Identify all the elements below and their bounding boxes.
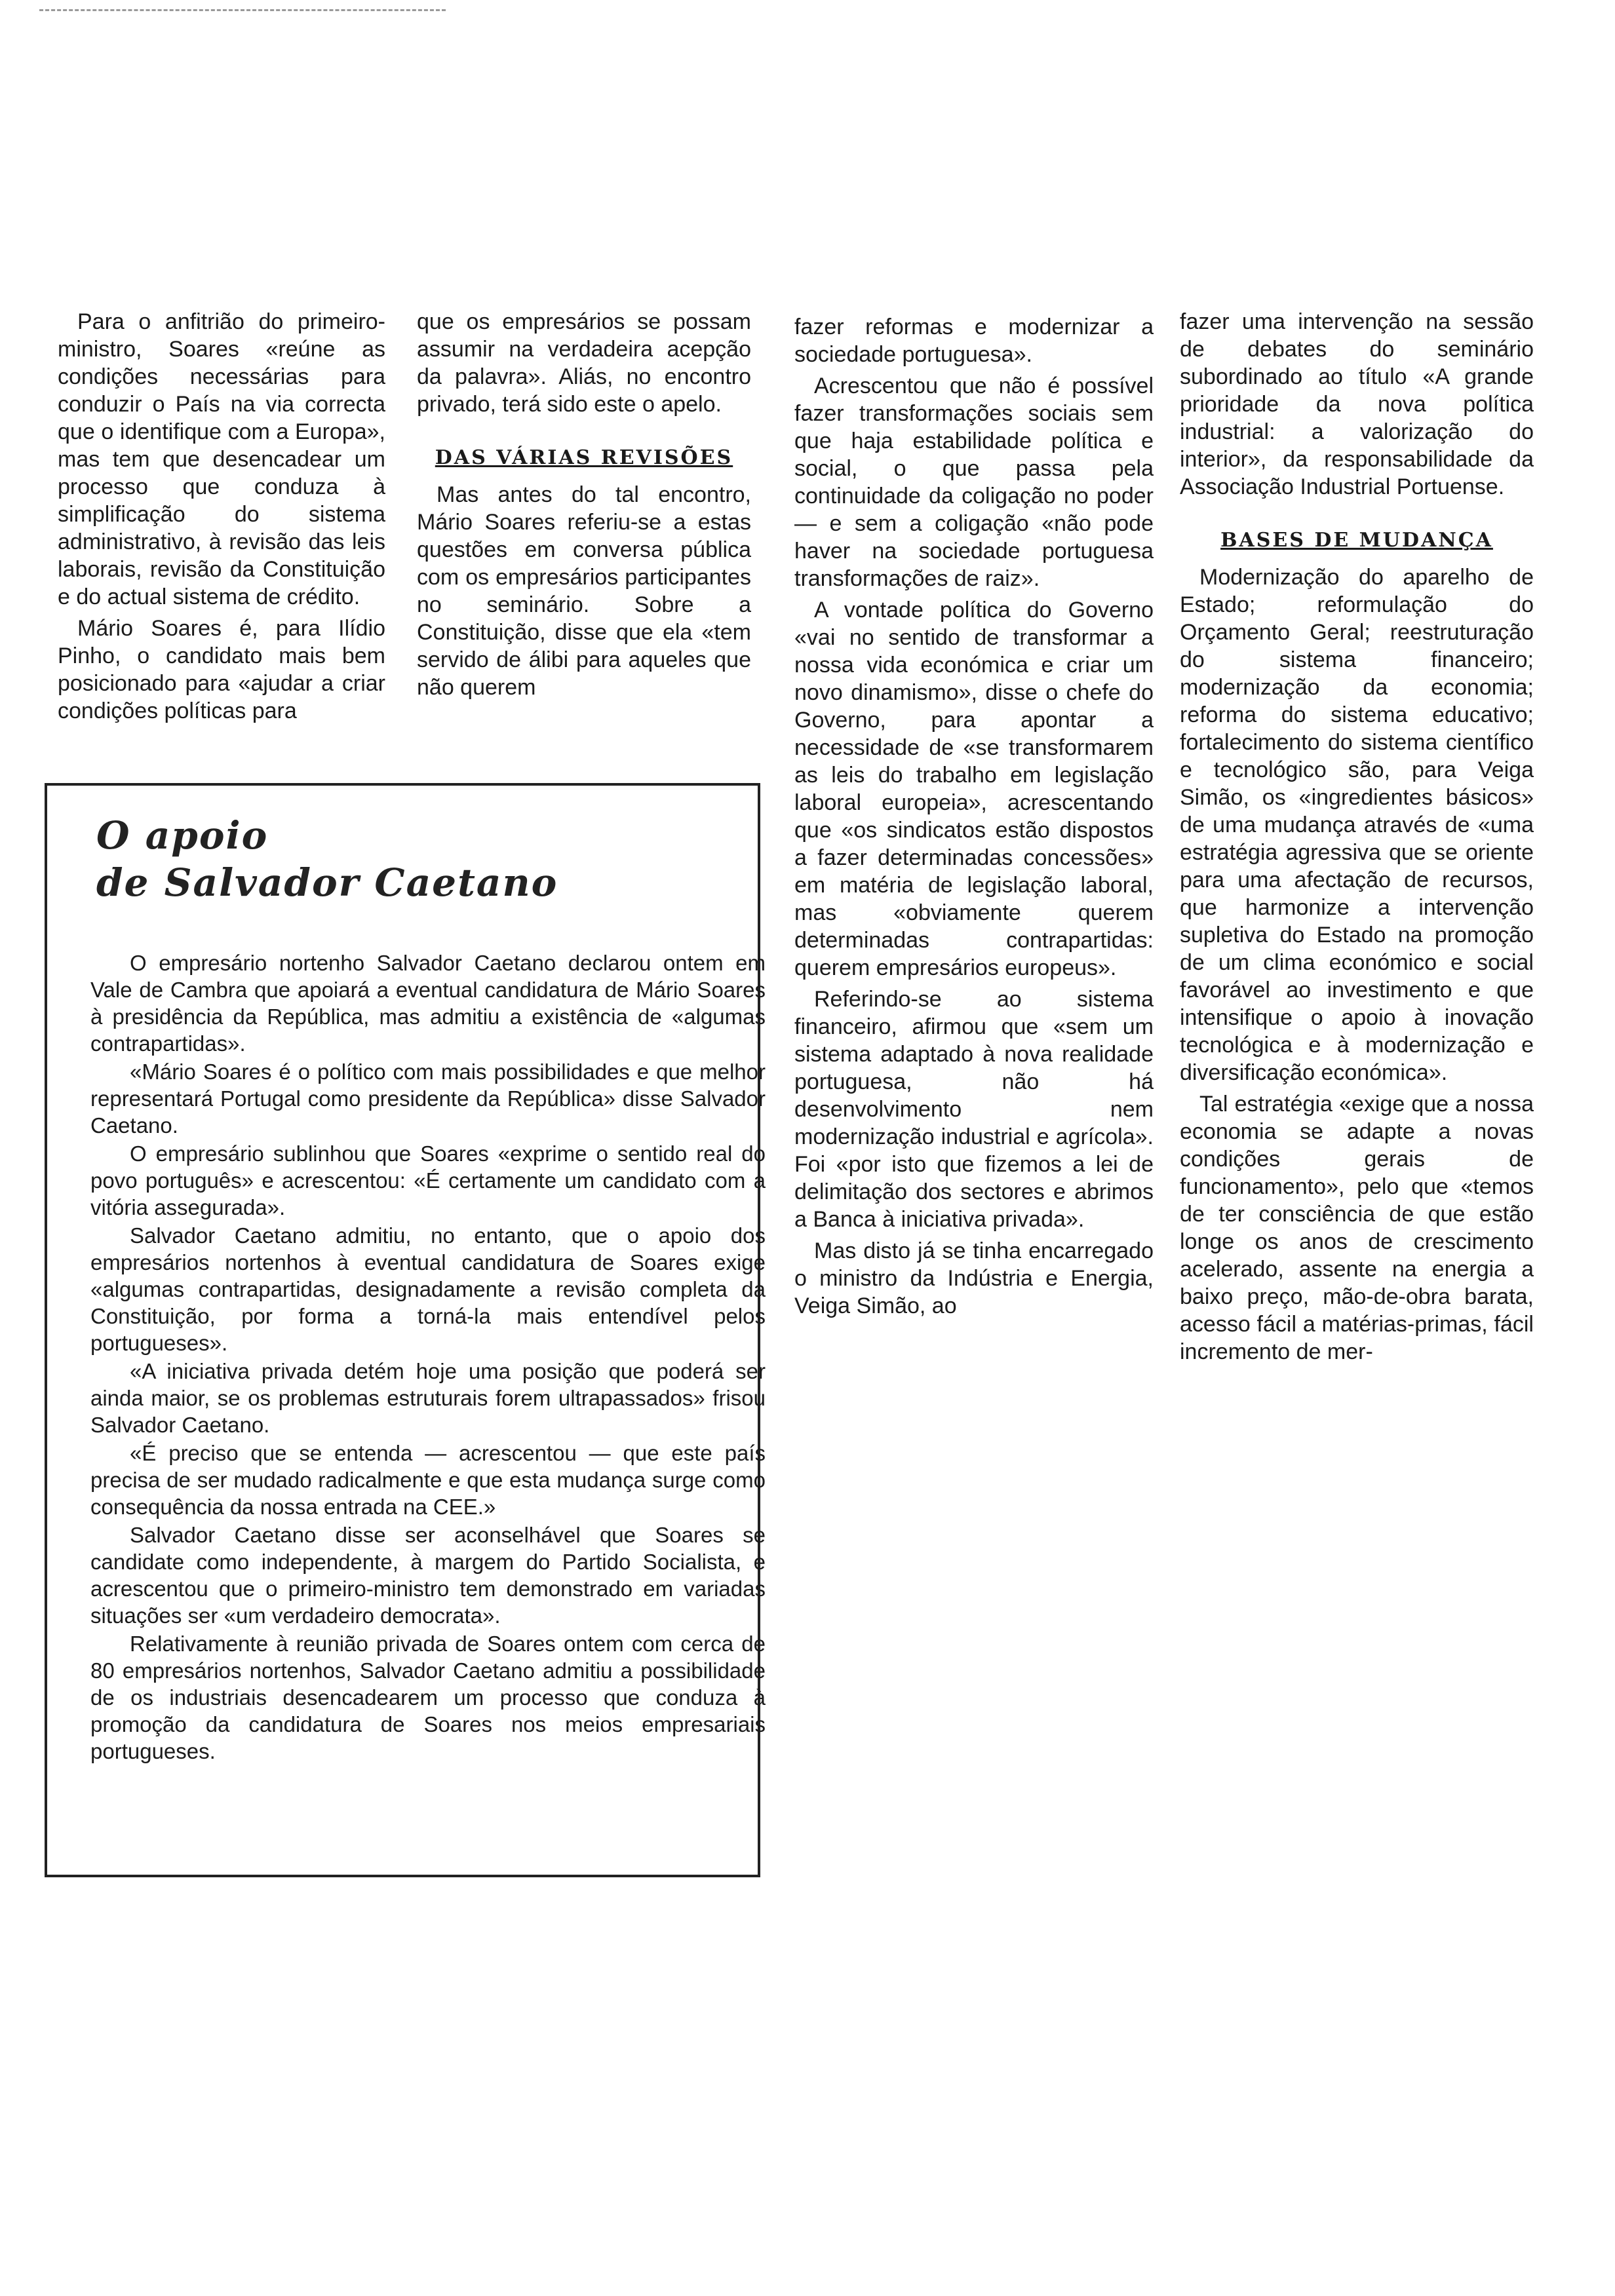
paragraph: fazer reformas e modernizar a sociedade portuguesa».	[794, 315, 1154, 367]
paragraph: Mas disto já se tinha encarregado o ministro da Indústria e Energia, Veiga Simão, ao	[794, 1238, 1154, 1318]
paragraph: Salvador Caetano disse ser aconselhável que Soares se candidate como independente, à margem do Partido Socialista, e acrescentou que o primeiro-ministro tem demonstrado em variadas situações ser «um verdadeiro democrata».	[90, 1523, 766, 1628]
sidebar-article-body	[90, 949, 766, 1766]
title-line: O apoio	[96, 813, 269, 858]
sidebar-article-title	[96, 812, 558, 906]
paragraph: Acrescentou que não é possível fazer transformações sociais sem que haja estabilidade política e social, o que passa pela continuidade da coligação no poder — e sem a coligação «não pode haver na sociedade portuguesa transformações de raiz».	[794, 373, 1154, 591]
paragraph: Para o anfitrião do primeiro-ministro, Soares «reúne as condições necessárias para conduzir o País na via correcta que o identifique com a Europa», mas tem que desencadear um processo que conduza à simplificação do sistema administrativo, à revisão das leis laborais, revisão da Constituição e do actual sistema de crédito.	[58, 309, 385, 609]
paragraph: «Mário Soares é o político com mais possibilidades e que melhor representará Portugal como presidente da República» disse Salvador Caetano.	[90, 1060, 766, 1138]
article-column-2	[417, 308, 751, 705]
paragraph: Referindo-se ao sistema financeiro, afirmou que «sem um sistema adaptado à nova realidade portuguesa, não há desenvolvimento nem modernização industrial e agrícola». Foi «por isto que fizemos a lei de delimitação dos sectores e abrimos a Banca à iniciativa privada».	[794, 987, 1154, 1232]
paragraph: «A iniciativa privada detém hoje uma posição que poderá ser ainda maior, se os problemas estruturais forem ultrapassados» frisou Salvador Caetano.	[90, 1359, 766, 1437]
scan-artifact-line	[39, 9, 446, 11]
paragraph: Tal estratégia «exige que a nossa economia se adapte a novas condições gerais de funcionamento», pelo que «temos de ter consciência de que estão longe os anos de crescimento acelerado, assente na energia a baixo preço, mão-de-obra barata, acesso fácil a matérias-primas, fácil incremento de mer-	[1180, 1092, 1534, 1364]
article-column-1	[58, 308, 385, 729]
paragraph: fazer uma intervenção na sessão de debates do seminário subordinado ao título «A grande prioridade da nova política industrial: a valorização do interior», da responsabilidade da Associação Industrial Portuense.	[1180, 309, 1534, 499]
subheading: BASES DE MUDANÇA	[1220, 529, 1493, 552]
subheading: DAS VÁRIAS REVISÕES	[435, 446, 733, 469]
paragraph: Modernização do aparelho de Estado; reformulação do Orçamento Geral; reestruturação do sistema financeiro; modernização da economia; reforma do sistema educativo; fortalecimento do sistema científico e tecnológico são, para Veiga Simão, os «ingredientes básicos» de uma mudança através de «uma estratégia agressiva que se oriente para uma afectação de recursos, que harmonize a intervenção supletiva do Estado na promoção de um clima económico e social favorável ao investimento e que intensifique o apoio à inovação tecnológica e à modernização e diversificação económica».	[1180, 565, 1534, 1085]
paragraph: Relativamente à reunião privada de Soares ontem com cerca de 80 empresários nortenhos, Salvador Caetano admitiu a possibilidade de os industriais desencadearem um processo que conduza à promoção da candidatura de Soares nos meios empresariais portugueses.	[90, 1632, 766, 1763]
paragraph: O empresário sublinhou que Soares «exprime o sentido real do povo português» e acrescentou: «É certamente um candidato com a vitória assegurada».	[90, 1141, 766, 1219]
sidebar-article-box	[45, 783, 766, 1877]
paragraph: «É preciso que se entenda — acrescentou — que este país precisa de ser mudado radicalmente e que esta mudança surge como consequência da nossa entrada na CEE.»	[90, 1441, 766, 1519]
article-column-3	[794, 313, 1154, 1324]
title-line: de Salvador Caetano	[96, 860, 558, 905]
article-column-4	[1180, 308, 1534, 1369]
paragraph: Mas antes do tal encontro, Mário Soares referiu-se a estas questões em conversa pública com os empresários participantes no seminário. Sobre a Constituição, disse que ela «tem servido de álibi para aqueles que não querem	[417, 482, 751, 700]
paragraph: que os empresários se possam assumir na verdadeira acepção da palavra». Aliás, no encontro privado, terá sido este o apelo.	[417, 309, 751, 417]
paragraph: Mário Soares é, para Ilídio Pinho, o candidato mais bem posicionado para «ajudar a criar condições políticas para	[58, 616, 385, 723]
paragraph: O empresário nortenho Salvador Caetano declarou ontem em Vale de Cambra que apoiará a eventual candidatura de Mário Soares à presidência da República, mas admitiu a existência de «algumas contrapartidas».	[90, 951, 766, 1056]
paragraph: A vontade política do Governo «vai no sentido de transformar a nossa vida económica e criar um novo dinamismo», disse o chefe do Governo, para apontar a necessidade de «se transformarem as leis do trabalho em legislação laboral europeia», acrescentando que «os sindicatos estão dispostos a fazer determinadas concessões» em matéria de legislação laboral, mas «obviamente querem determinadas contrapartidas: querem empresários europeus».	[794, 598, 1154, 980]
paragraph: Salvador Caetano admitiu, no entanto, que o apoio dos empresários nortenhos à eventual candidatura de Soares exige «algumas contrapartidas, designadamente a revisão completa da Constituição, por forma a torná-la mais entendível pelos portugueses».	[90, 1223, 766, 1355]
